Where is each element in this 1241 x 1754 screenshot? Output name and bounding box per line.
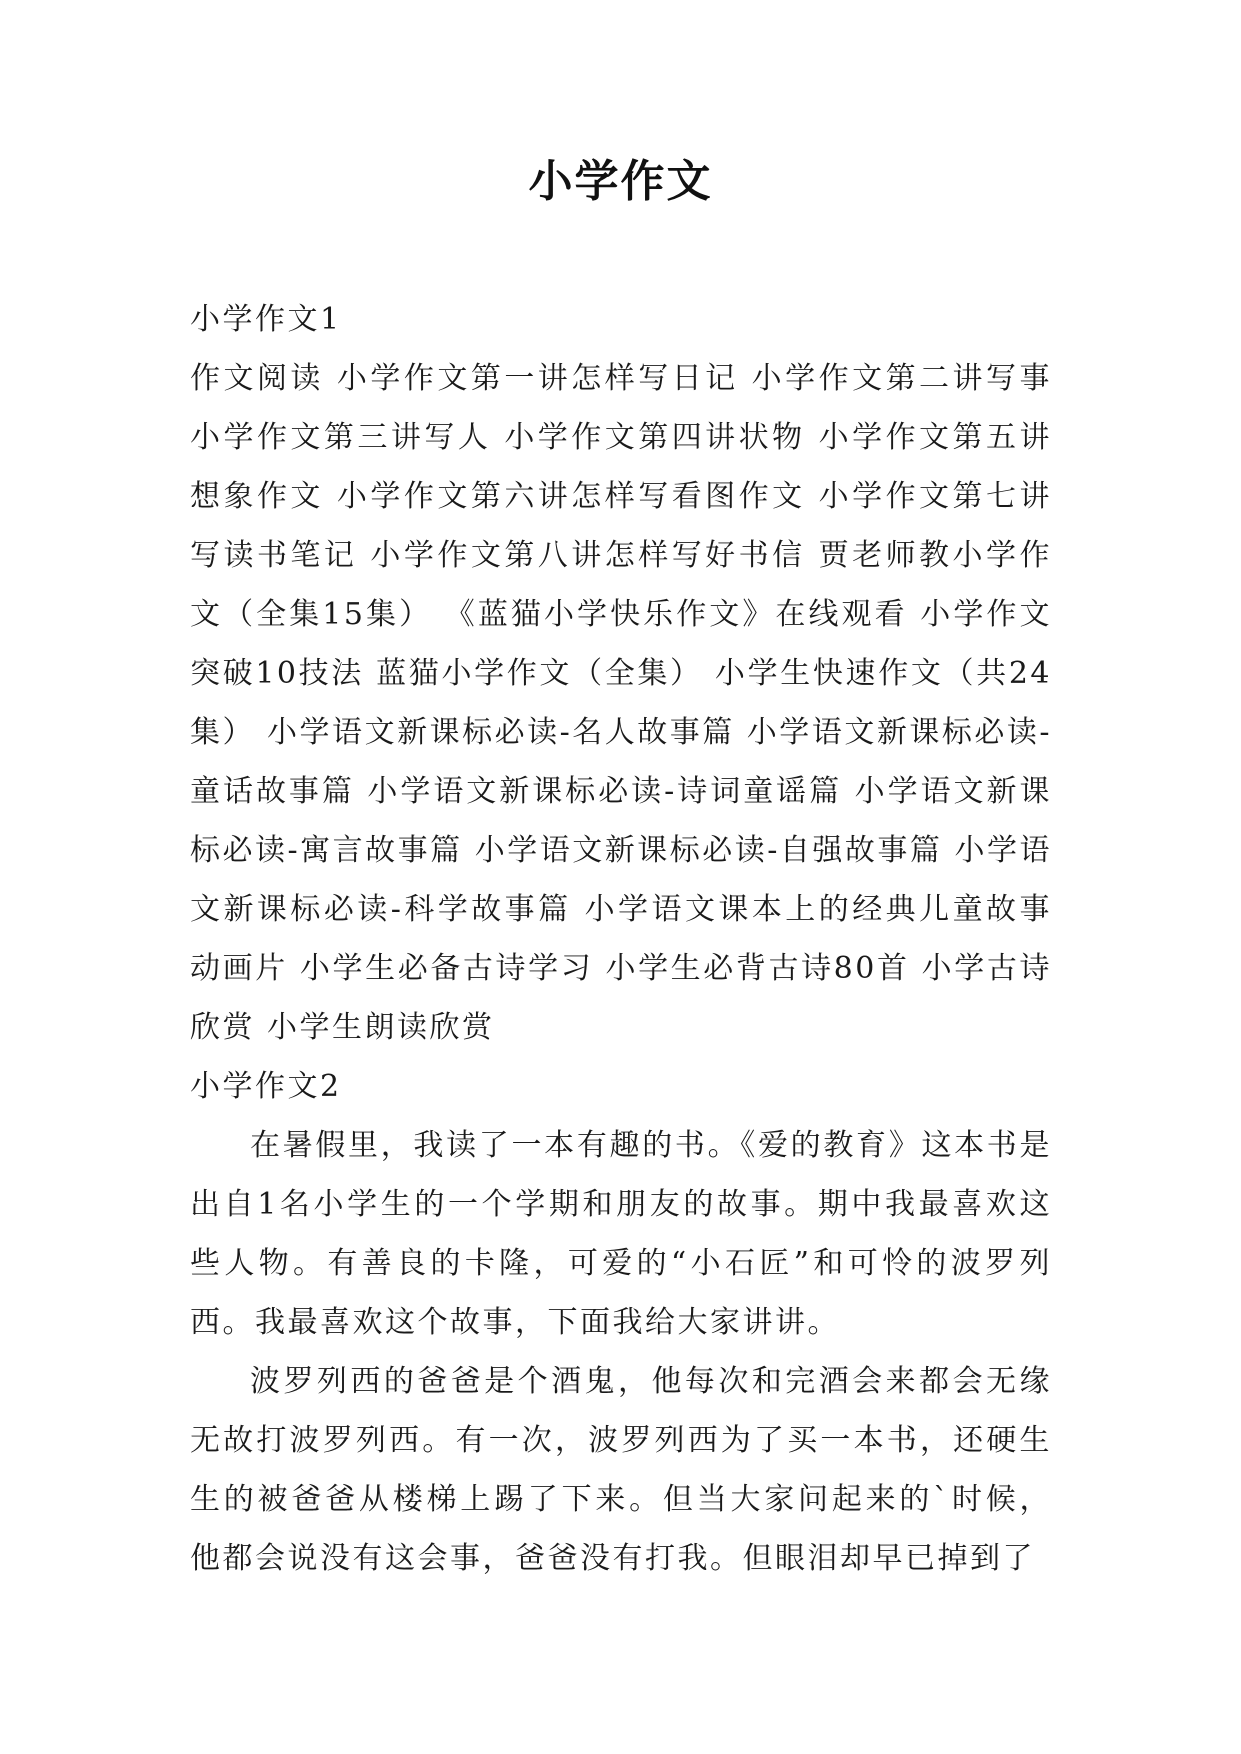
section-2 bbox=[190, 1057, 1052, 1588]
section-heading: 小学作文1 bbox=[190, 302, 342, 337]
section-2-paragraph-1: 在暑假里，我读了一本有趣的书。《爱的教育》这本书是出自1名小学生的一个学期和朋友的故事。期中我最喜欢这些人物。有善良的卡隆，可爱的“小石匠”和可怜的波罗列西。我最喜欢这个故事，下面我给大家讲讲。 bbox=[190, 1128, 1052, 1340]
section-1-paragraph: 作文阅读 小学作文第一讲怎样写日记 小学作文第二讲写事 小学作文第三讲写人 小学作文第四讲状物 小学作文第五讲想象作文 小学作文第六讲怎样写看图作文 小学作文第七讲写读书笔记 小学作文第八讲怎样写好书信 贾老师教小学作文（全集15集） 《蓝猫小学快乐作文》在线观看 小学作文突破10技法 蓝猫小学作文（全集） 小学生快速作文（共24集） 小学语文新课标必读-名人故事篇 小学语文新课标必读-童话故事篇 小学语文新课标必读-诗词童谣篇 小学语文新课标必读-寓言故事篇 小学语文新课标必读-自强故事篇 小学语文新课标必读-科学故事篇 小学语文课本上的经典儿童故事动画片 小学生必备古诗学习 小学生必背古诗80首 小学古诗欣赏 小学生朗读欣赏 bbox=[190, 361, 1052, 1045]
section-2-paragraph-2: 波罗列西的爸爸是个酒鬼，他每次和完酒会来都会无缘无故打波罗列西。有一次，波罗列西为了买一本书，还硬生生的被爸爸从楼梯上踢了下来。但当大家问起来的`时候，他都会说没有这会事，爸爸没有打我。但眼泪却早已掉到了 bbox=[190, 1364, 1052, 1576]
document-body bbox=[190, 290, 1052, 1588]
section-1 bbox=[190, 290, 1052, 1057]
document-title: 小学作文 bbox=[528, 156, 713, 207]
section-heading: 小学作文2 bbox=[190, 1069, 342, 1104]
